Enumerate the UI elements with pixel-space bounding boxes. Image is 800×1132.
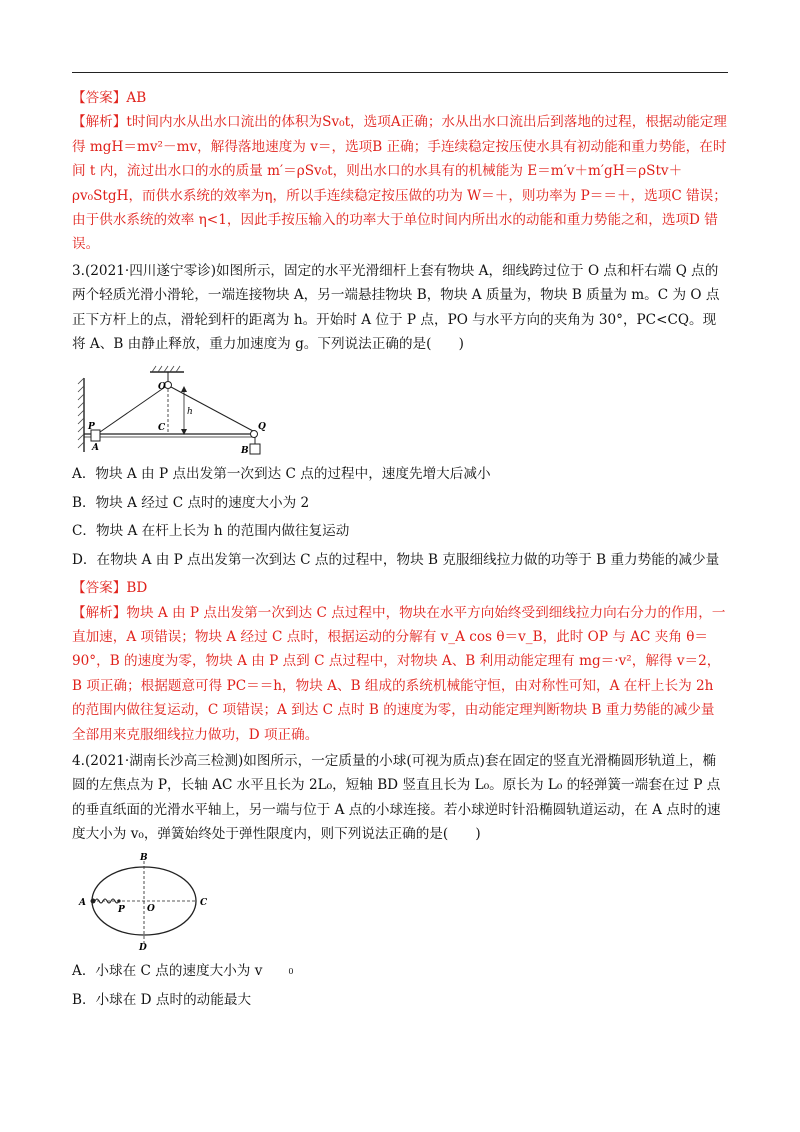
label-c: C xyxy=(200,897,208,908)
q3-analysis: 【解析】物块 A 由 P 点出发第一次到达 C 点过程中，物块在水平方向始终受到细线拉力向右分力的作用，一直加速，A 项错误；物块 A 经过 C 点时，根据运动的分解有 v_A cos θ＝v_B，此时 OP 与 AC 夹角 θ＝90°，B 的速度为零，物块 A 由 P 点到 C 点过程中，对物块 A、B 利用动能定理有 mg＝·v²，解得 v＝2，B 项正确；根据题意可得 PC＝＝h，物块 A、B 组成的系统机械能守恒，由对称性可知，A 在杆上长为 2h 的范围内做往复运动，C 项错误；A 到达 C 点时 B 的速度为零，由动能定理判断物块 B 重力势能的减少量全部用来克服细线拉力做功，D 项正确。 xyxy=(72,604,726,743)
string-po xyxy=(100,387,165,432)
q3-stem: 3.(2021·四川遂宁零诊)如图所示，固定的水平光滑细杆上套有物块 A，细线跨过位于 O 点和杆右端 Q 点的两个轻质光滑小滑轮，一端连接物块 A，另一端悬挂物块 B，物块 A 质量为，物块 B 质量为 m。C 为 O 点正下方杆上的点，滑轮到杆的距离为 h。开始时 A 位于 P 点，PO 与水平方向的夹角为 30°，PC<CQ。现将 A、B 由静止释放，重力加速度为 g。下列说法正确的是( ) xyxy=(72,262,720,353)
q3-option-d: D．在物块 A 由 P 点出发第一次到达 C 点的过程中，物块 B 克服细线拉力做的功等于 B 重力势能的减少量 xyxy=(72,551,720,568)
label-d: D xyxy=(139,942,147,951)
ball-a xyxy=(91,898,96,903)
label-o: O xyxy=(158,382,166,393)
ceiling-hatch xyxy=(152,366,180,372)
q4-option-a-sub: 0 xyxy=(288,966,294,976)
q3-option-a: A．物块 A 由 P 点出发第一次到达 C 点的过程中，速度先增大后减小 xyxy=(72,466,491,483)
spring xyxy=(95,899,119,903)
q3-answer: 【答案】BD xyxy=(72,580,148,597)
q4-option-a-text: A．小球在 C 点的速度大小为 v xyxy=(72,962,263,979)
pulley-q xyxy=(251,431,258,438)
q3-option-b: B．物块 A 经过 C 点时的速度大小为 2 xyxy=(72,494,310,511)
q2-analysis: 【解析】t时间内水从出水口流出的体积为Sv₀t，选项A正确；水从出水口流出后到落地的过程，根据动能定理得 mgH＝mv²－mv，解得落地速度为 v＝，选项B 正确；手连续稳定按压使水具有初动能和重力势能，在时间 t 内，流过出水口的水的质量 m′＝ρSv₀t，则出水口的水具有的机械能为 E＝m′v＋m′gH＝ρStv＋ρv₀StgH，而供水系统的效率为η，所以手连续稳定按压做的功为 W＝＋，则功率为 P＝＝＋，选项C 错误；由于供水系统的效率 η<1，因此手按压输入的功率大于单位时间内所出水的动能和重力势能之和，选项D 错误。 xyxy=(72,114,727,253)
q2-answer: 【答案】AB xyxy=(72,90,147,106)
label-o: O xyxy=(147,903,155,914)
label-c: C xyxy=(158,423,166,434)
q4-stem: 4.(2021·湖南长沙高三检测)如图所示，一定质量的小球(可视为质点)套在固定的竖直光滑椭圆形轨道上，椭圆的左焦点为 P，长轴 AC 水平且长为 2L₀，短轴 BD 竖直且长为 L₀。原长为 L₀ 的轻弹簧一端套在过 P 点的垂直纸面的光滑水平轴上，另一端与位于 A 点的小球连接。若小球逆时针沿椭圆轨道运动，在 A 点时的速度大小为 v₀，弹簧始终处于弹性限度内，则下列说法正确的是( ) xyxy=(72,752,721,843)
label-q: Q xyxy=(258,422,266,433)
block-b xyxy=(250,444,260,454)
q3-pulley-figure xyxy=(76,360,276,456)
label-a: A xyxy=(79,897,86,908)
label-p: P xyxy=(118,904,125,915)
label-a: A xyxy=(92,443,99,454)
q4-option-b: B．小球在 D 点时的动能最大 xyxy=(72,991,252,1008)
header-rule xyxy=(72,72,728,73)
q4-ellipse-figure xyxy=(76,851,226,951)
wall-hatch xyxy=(78,378,84,448)
string-oq xyxy=(171,387,253,431)
q4-option-a xyxy=(72,959,728,984)
page-content xyxy=(72,86,728,1016)
label-b: B xyxy=(241,446,249,457)
pivot-p xyxy=(117,899,120,902)
label-p: P xyxy=(88,422,95,433)
label-b: B xyxy=(140,852,148,863)
label-h: h xyxy=(187,407,193,418)
q3-option-c: C．物块 A 在杆上长为 h 的范围内做往复运动 xyxy=(72,523,350,540)
